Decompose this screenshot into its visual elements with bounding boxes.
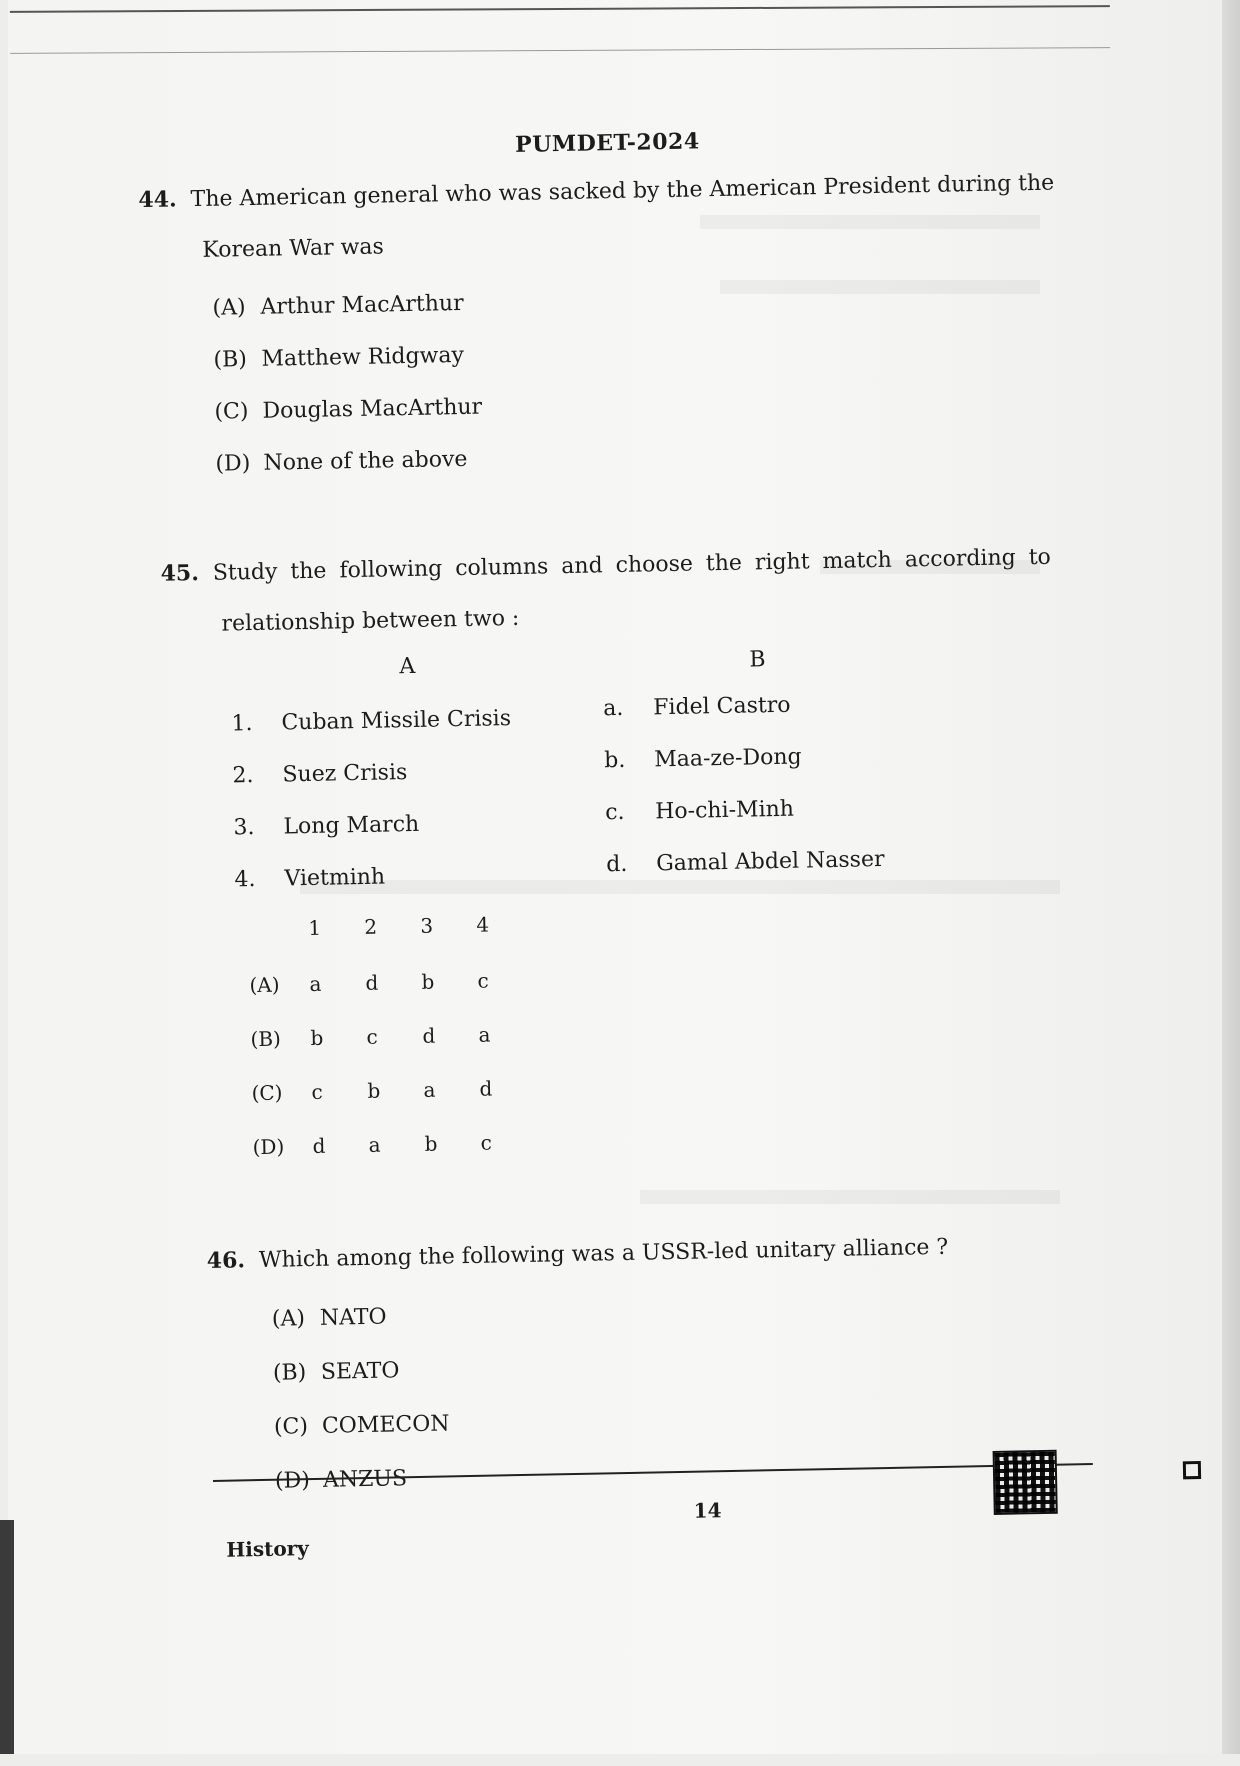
answer-grid-header: 1 2 3 4 — [308, 912, 490, 941]
question-stem: Study the following columns and choose the right match according to — [212, 544, 1052, 586]
option-label: (C) — [214, 399, 249, 425]
column-b-heading: B — [749, 647, 766, 673]
option-label: (A) — [212, 295, 246, 321]
column-a-item: 1. Cuban Missile Crisis — [231, 706, 512, 737]
qr-code-icon — [993, 1450, 1058, 1515]
option-label: (D) — [215, 451, 251, 477]
column-a-item: 3. Long March — [233, 811, 420, 841]
option-d[interactable]: (D) ANZUS — [274, 1466, 408, 1494]
option-text: Matthew Ridgway — [261, 342, 465, 372]
option-text: Douglas MacArthur — [262, 394, 483, 424]
page-title: PUMDET-2024 — [514, 128, 700, 158]
registration-mark-icon — [1183, 1461, 1201, 1479]
option-b[interactable]: (B) b c d a — [250, 1022, 491, 1052]
option-d[interactable]: (D) d a b c — [252, 1130, 492, 1160]
column-a-heading: A — [399, 653, 416, 680]
option-a[interactable] — [212, 291, 464, 321]
question-46 — [207, 1231, 1107, 1276]
option-a[interactable]: (A) NATO — [271, 1304, 387, 1332]
column-b-item: c. Ho-chi-Minh — [605, 796, 795, 826]
scan-edge-left — [0, 1520, 14, 1754]
column-a-item: 4. Vietminh — [234, 864, 386, 893]
page-number: 14 — [693, 1498, 722, 1523]
option-a[interactable]: (A) a d b c — [249, 968, 489, 998]
option-b[interactable]: (B) SEATO — [272, 1358, 400, 1386]
option-c[interactable] — [214, 395, 482, 425]
question-number: 46. — [206, 1247, 246, 1275]
column-a-item: 2. Suez Crisis — [232, 760, 408, 789]
option-text: Arthur MacArthur — [260, 290, 464, 320]
option-label: (B) — [213, 347, 248, 373]
question-number: 45. — [160, 560, 200, 587]
column-b-item: a. Fidel Castro — [603, 692, 791, 722]
option-d[interactable] — [215, 447, 467, 477]
question-45 — [160, 542, 1120, 588]
option-c[interactable]: (C) c b a d — [251, 1076, 493, 1106]
column-b-item: d. Gamal Abdel Nasser — [606, 846, 885, 878]
question-44-stem-line2: Korean War was — [202, 234, 385, 263]
question-45-stem-line2: relationship between two : — [221, 605, 520, 637]
question-stem: Which among the following was a USSR-led unitary alliance ? — [258, 1234, 949, 1274]
column-b-item: b. Maa-ze-Dong — [604, 744, 802, 774]
option-b[interactable] — [213, 343, 464, 373]
footer-subject: History — [226, 1536, 310, 1562]
question-number: 44. — [138, 186, 177, 214]
question-stem: The American general who was sacked by the American President during the — [190, 170, 1055, 213]
option-c[interactable]: (C) COMECON — [273, 1411, 450, 1440]
question-44 — [138, 169, 1098, 215]
option-text: None of the above — [263, 446, 468, 476]
